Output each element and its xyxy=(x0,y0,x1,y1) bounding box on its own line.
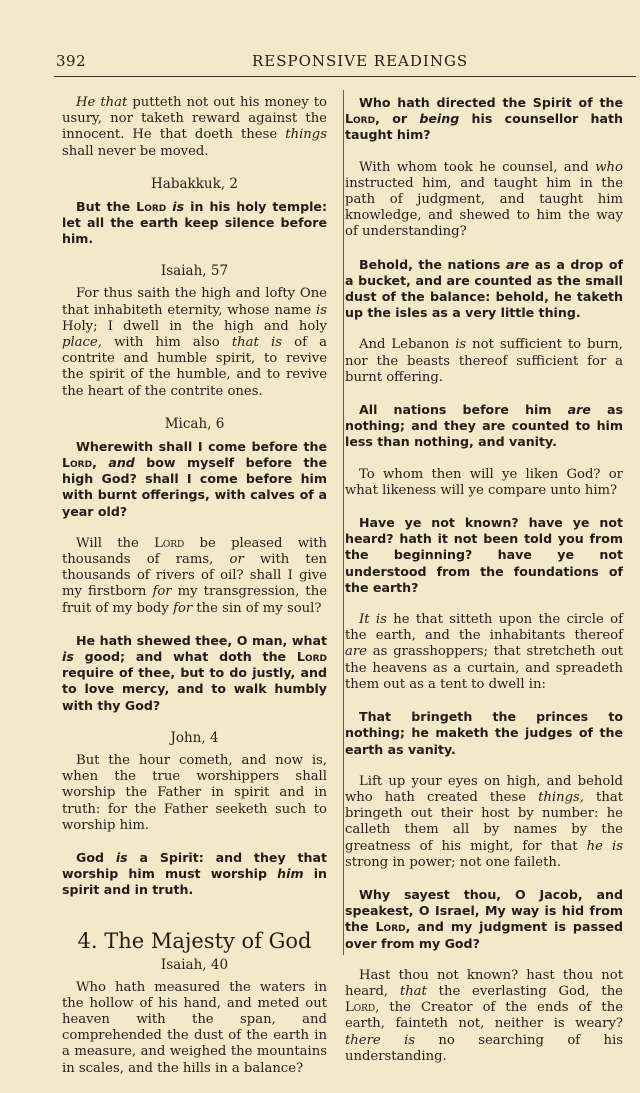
reading-paragraph: Who hath measured the waters in the hollow of his hand, and meted out heaven with the span, and comprehended the dust of the earth in a measure, and weighed the mountains in scales, and the hills in a balance? xyxy=(62,979,327,1076)
left-column xyxy=(62,95,327,1093)
reading-paragraph: Will the Lord be pleased with thousands of rams, or with ten thousands of rivers of oil? shall I give my firstborn for my transgression, the fruit of my body for the sin of my soul? xyxy=(62,535,327,616)
reading-paragraph: Have ye not known? have ye not heard? hath it not been told you from the beginning? have ye not understood from the foundations of the earth? xyxy=(345,515,623,595)
header-rule xyxy=(54,76,636,77)
reading-paragraph: With whom took he counsel, and who instructed him, and taught him in the path of judgment, and taught him knowledge, and shewed to him the way of understanding? xyxy=(345,159,623,240)
scripture-heading: Isaiah, 40 xyxy=(160,956,229,973)
reading-paragraph: Wherewith shall I come before the Lord, and bow myself before the high God? shall I come before him with burnt offerings, with calves of a year old? xyxy=(62,438,327,519)
page-number: 392 xyxy=(56,52,87,70)
column-divider xyxy=(343,90,344,955)
running-head: RESPONSIVE READINGS xyxy=(252,52,469,70)
reading-paragraph: That bringeth the princes to nothing; he maketh the judges of the earth as vanity. xyxy=(345,709,623,757)
reading-paragraph: He hath shewed thee, O man, what is good; and what doth the Lord require of thee, but to do justly, and to love mercy, and to walk humbly with thy God? xyxy=(62,632,327,713)
reading-paragraph: Hast thou not known? hast thou not heard, that the everlasting God, the Lord, the Creator of the ends of the earth, fainteth not, neither is weary? there is no searching of his understanding. xyxy=(345,967,623,1064)
reading-paragraph: But the hour cometh, and now is, when the true worshippers shall worship the Father in spirit and in truth: for the Father seeketh such to worship him. xyxy=(62,752,327,833)
reading-paragraph: And Lebanon is not sufficient to burn, nor the beasts thereof sufficient for a burnt offering. xyxy=(345,337,623,385)
scripture-heading: Micah, 6 xyxy=(164,415,225,432)
reading-paragraph: Behold, the nations are as a drop of a bucket, and are counted as the small dust of the balance: behold, he taketh up the isles as a very little thing. xyxy=(345,256,623,321)
reading-paragraph: He that putteth not out his money to usury, nor taketh reward against the innocent. He that doeth these things shall never be moved. xyxy=(62,95,327,159)
reading-paragraph: All nations before him are as nothing; and they are counted to him less than nothing, and vanity. xyxy=(345,402,623,450)
reading-paragraph: Lift up your eyes on high, and behold who hath created these things, that bringeth out their host by number: he calleth them all by names by the greatness of his might, for that he is strong in power; not one faileth. xyxy=(345,773,623,870)
scripture-heading: John, 4 xyxy=(170,729,219,746)
reading-paragraph: To whom then will ye liken God? or what likeness will ye compare unto him? xyxy=(345,466,623,498)
reading-paragraph: Who hath directed the Spirit of the Lord, or being his counsellor hath taught him? xyxy=(345,95,623,143)
reading-paragraph: Why sayest thou, O Jacob, and speakest, O Israel, My way is hid from the Lord, and my judgment is passed over from my God? xyxy=(345,886,623,951)
scripture-heading: Habakkuk, 2 xyxy=(151,175,238,192)
reading-paragraph: For thus saith the high and lofty One that inhabiteth eternity, whose name is Holy; I dwell in the high and holy place, with him also that is of a contrite and humble spirit, to revive the spirit of the humble, and to revive the heart of the contrite ones. xyxy=(62,286,327,399)
right-column xyxy=(345,95,623,1081)
section-title: 4. The Majesty of God xyxy=(77,928,312,953)
reading-paragraph: God is a Spirit: and they that worship him must worship him in spirit and in truth. xyxy=(62,849,327,898)
reading-paragraph: It is he that sitteth upon the circle of the earth, and the inhabitants thereof are as grasshoppers; that stretcheth out the heavens as a curtain, and spreadeth them out as a tent to dwell in: xyxy=(345,612,623,692)
reading-paragraph: But the Lord is in his holy temple: let all the earth keep silence before him. xyxy=(62,198,327,247)
scripture-heading: Isaiah, 57 xyxy=(160,263,229,280)
